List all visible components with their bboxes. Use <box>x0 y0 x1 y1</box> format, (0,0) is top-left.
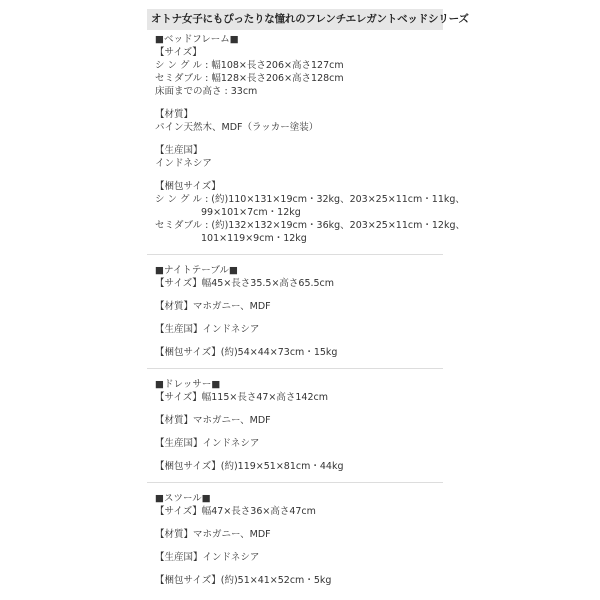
origin-value: 【生産国】インドネシア <box>155 438 260 449</box>
size-semidouble: セミダブル : 幅128×長さ206×高さ128cm <box>155 73 344 84</box>
package-single-line1: シ ン グ ル : (約)110×131×19cm・32kg、203×25×11cm・11kg、 <box>155 194 465 205</box>
size-value: 【サイズ】幅115×長さ47×高さ142cm <box>155 392 328 403</box>
section-heading: ■ナイトテーブル■ <box>155 265 238 276</box>
floor-height: 床面までの高さ : 33cm <box>155 86 258 97</box>
material-label: 【材質】 <box>155 109 194 120</box>
package-semidouble-line1: セミダブル : (約)132×132×19cm・36kg、203×25×11cm・12kg、 <box>155 220 465 231</box>
section-divider <box>147 254 443 255</box>
material-value: 【材質】マホガニー、MDF <box>155 415 271 426</box>
size-label: 【サイズ】 <box>155 47 202 58</box>
package-value: 【梱包サイズ】(約)119×51×81cm・44kg <box>155 461 344 472</box>
section-heading: ■ベッドフレーム■ <box>155 34 239 45</box>
stool-section <box>147 492 443 587</box>
origin-value: 【生産国】インドネシア <box>155 552 260 563</box>
section-heading: ■ドレッサー■ <box>155 379 221 390</box>
package-value: 【梱包サイズ】(約)54×44×73cm・15kg <box>155 347 338 358</box>
origin-value: 【生産国】インドネシア <box>155 324 260 335</box>
dresser-section <box>147 378 443 473</box>
material-value: 【材質】マホガニー、MDF <box>155 529 271 540</box>
package-single-line2: 99×101×7cm・12kg <box>201 207 301 218</box>
package-semidouble-line2: 101×119×9cm・12kg <box>201 233 307 244</box>
bed-frame-section <box>147 33 465 245</box>
size-single: シ ン グ ル : 幅108×長さ206×高さ127cm <box>155 60 344 71</box>
origin-value: インドネシア <box>155 158 212 169</box>
section-divider <box>147 368 443 369</box>
size-value: 【サイズ】幅47×長さ36×高さ47cm <box>155 506 316 517</box>
origin-label: 【生産国】 <box>155 145 203 156</box>
section-heading: ■スツール■ <box>155 493 211 504</box>
section-divider <box>147 482 443 483</box>
product-spec-sheet <box>147 9 469 587</box>
size-value: 【サイズ】幅45×長さ35.5×高さ65.5cm <box>155 278 335 289</box>
package-label: 【梱包サイズ】 <box>155 181 221 192</box>
package-value: 【梱包サイズ】(約)51×41×52cm・5kg <box>155 575 332 586</box>
night-table-section <box>147 264 443 359</box>
page-title: オトナ女子にもぴったりな憧れのフレンチエレガントベッドシリーズ <box>147 9 443 30</box>
material-value: パイン天然木、MDF（ラッカー塗装） <box>155 122 319 133</box>
material-value: 【材質】マホガニー、MDF <box>155 301 271 312</box>
